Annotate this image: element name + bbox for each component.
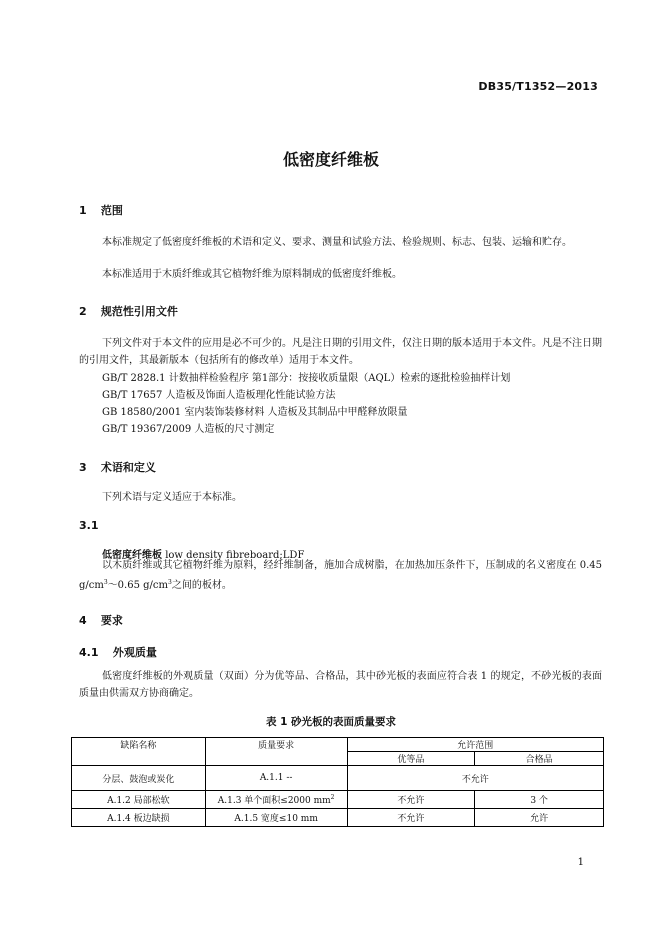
section-4-1-paragraph: 低密度纤维板的外观质量（双面）分为优等品、合格品，其中砂光板的表面应符合表 1 的规定，不砂光板的表面质量由供需双方协商确定。 — [79, 671, 602, 699]
section-number: 4 — [79, 614, 87, 627]
cell-quality: A.1.1 -- — [205, 766, 347, 791]
table-row — [72, 766, 604, 791]
definition-part: 以木质纤维或其它植物纤维为原料，经纤维制备，施加合成树脂，在加热加压条件下，压制成的名义密度在 0.45 g/cm — [79, 560, 602, 591]
section-2-paragraph-1: 下列文件对于本文件的应用是必不可少的。凡是注日期的引用文件，仅注日期的版本适用于本文件。凡是不注日期的引用文件，其最新版本（包括所有的修改单）适用于本文件。 — [79, 338, 602, 366]
page-number: 1 — [577, 857, 584, 868]
cell-defect: 分层、鼓泡或炭化 — [72, 766, 206, 791]
subsection-title: 外观质量 — [112, 646, 157, 659]
section-number: 1 — [79, 204, 87, 217]
cell-ok: 允许 — [475, 809, 604, 827]
section-number: 2 — [79, 305, 87, 318]
header-defect: 缺陷名称 — [72, 738, 206, 766]
cell-quality — [205, 791, 347, 809]
normative-reference: GB/T 19367/2009 人造板的尺寸测定 — [102, 424, 275, 435]
document-title: 低密度纤维板 — [282, 150, 379, 169]
superscript: 3 — [168, 579, 172, 586]
cell-quality: A.1.5 宽度≤10 mm — [205, 809, 347, 827]
superscript: 3 — [103, 579, 108, 586]
header-grade-top: 优等品 — [347, 752, 475, 766]
standard-code: DB35/T1352—2013 — [478, 80, 598, 93]
normative-reference: GB/T 17657 人造板及饰面人造板理化性能试验方法 — [102, 390, 336, 401]
table-row — [72, 809, 604, 827]
header-grade-ok: 合格品 — [475, 752, 604, 766]
cell-defect: A.1.2 局部松软 — [72, 791, 206, 809]
section-number: 3 — [79, 461, 87, 474]
section-3-paragraph-1: 下列术语与定义适应于本标准。 — [102, 492, 242, 503]
normative-reference: GB/T 2828.1 计数抽样检验程序 第1部分：按接收质量限（AQL）检索的逐批检验抽样计划 — [102, 373, 511, 384]
section-title: 术语和定义 — [100, 461, 156, 474]
superscript: 2 — [330, 794, 335, 801]
quality-text: A.1.3 单个面积≤2000 mm — [217, 796, 331, 806]
cell-top: 不允许 — [347, 791, 475, 809]
section-1-paragraph-1: 本标准规定了低密度纤维板的术语和定义、要求、测量和试验方法、检验规则、标志、包装、运输和贮存。 — [102, 237, 572, 248]
section-1-heading — [79, 202, 123, 218]
subsection-3-1-number: 3.1 — [79, 519, 99, 532]
term-chinese: 低密度纤维板 — [102, 550, 162, 561]
header-quality: 质量要求 — [205, 738, 347, 766]
surface-quality-table — [71, 737, 604, 827]
section-4-heading — [79, 612, 123, 628]
header-allowed: 允许范围 — [347, 738, 604, 752]
cell-top: 不允许 — [347, 809, 475, 827]
table-row — [72, 791, 604, 809]
section-title: 要求 — [100, 614, 123, 627]
cell-ok: 3 个 — [475, 791, 604, 809]
subsection-number: 4.1 — [79, 646, 99, 659]
term-definition — [79, 557, 602, 594]
subsection-4-1-heading — [79, 644, 157, 660]
section-2-heading — [79, 303, 178, 319]
definition-part: ～0.65 g/cm — [107, 580, 168, 591]
section-title: 规范性引用文件 — [100, 305, 178, 318]
section-3-heading — [79, 459, 156, 475]
term-english: low density fibreboard;LDF — [165, 550, 305, 561]
cell-merged: 不允许 — [347, 766, 604, 791]
definition-part: 之间的板材。 — [171, 580, 232, 591]
section-1-paragraph-2: 本标准适用于木质纤维或其它植物纤维为原料制成的低密度纤维板。 — [102, 269, 402, 280]
section-title: 范围 — [100, 204, 123, 217]
normative-reference: GB 18580/2001 室内装饰装修材料 人造板及其制品中甲醛释放限量 — [102, 407, 408, 418]
cell-defect: A.1.4 板边缺损 — [72, 809, 206, 827]
table-header-row — [72, 738, 604, 752]
table-title: 表 1 砂光板的表面质量要求 — [265, 716, 397, 728]
